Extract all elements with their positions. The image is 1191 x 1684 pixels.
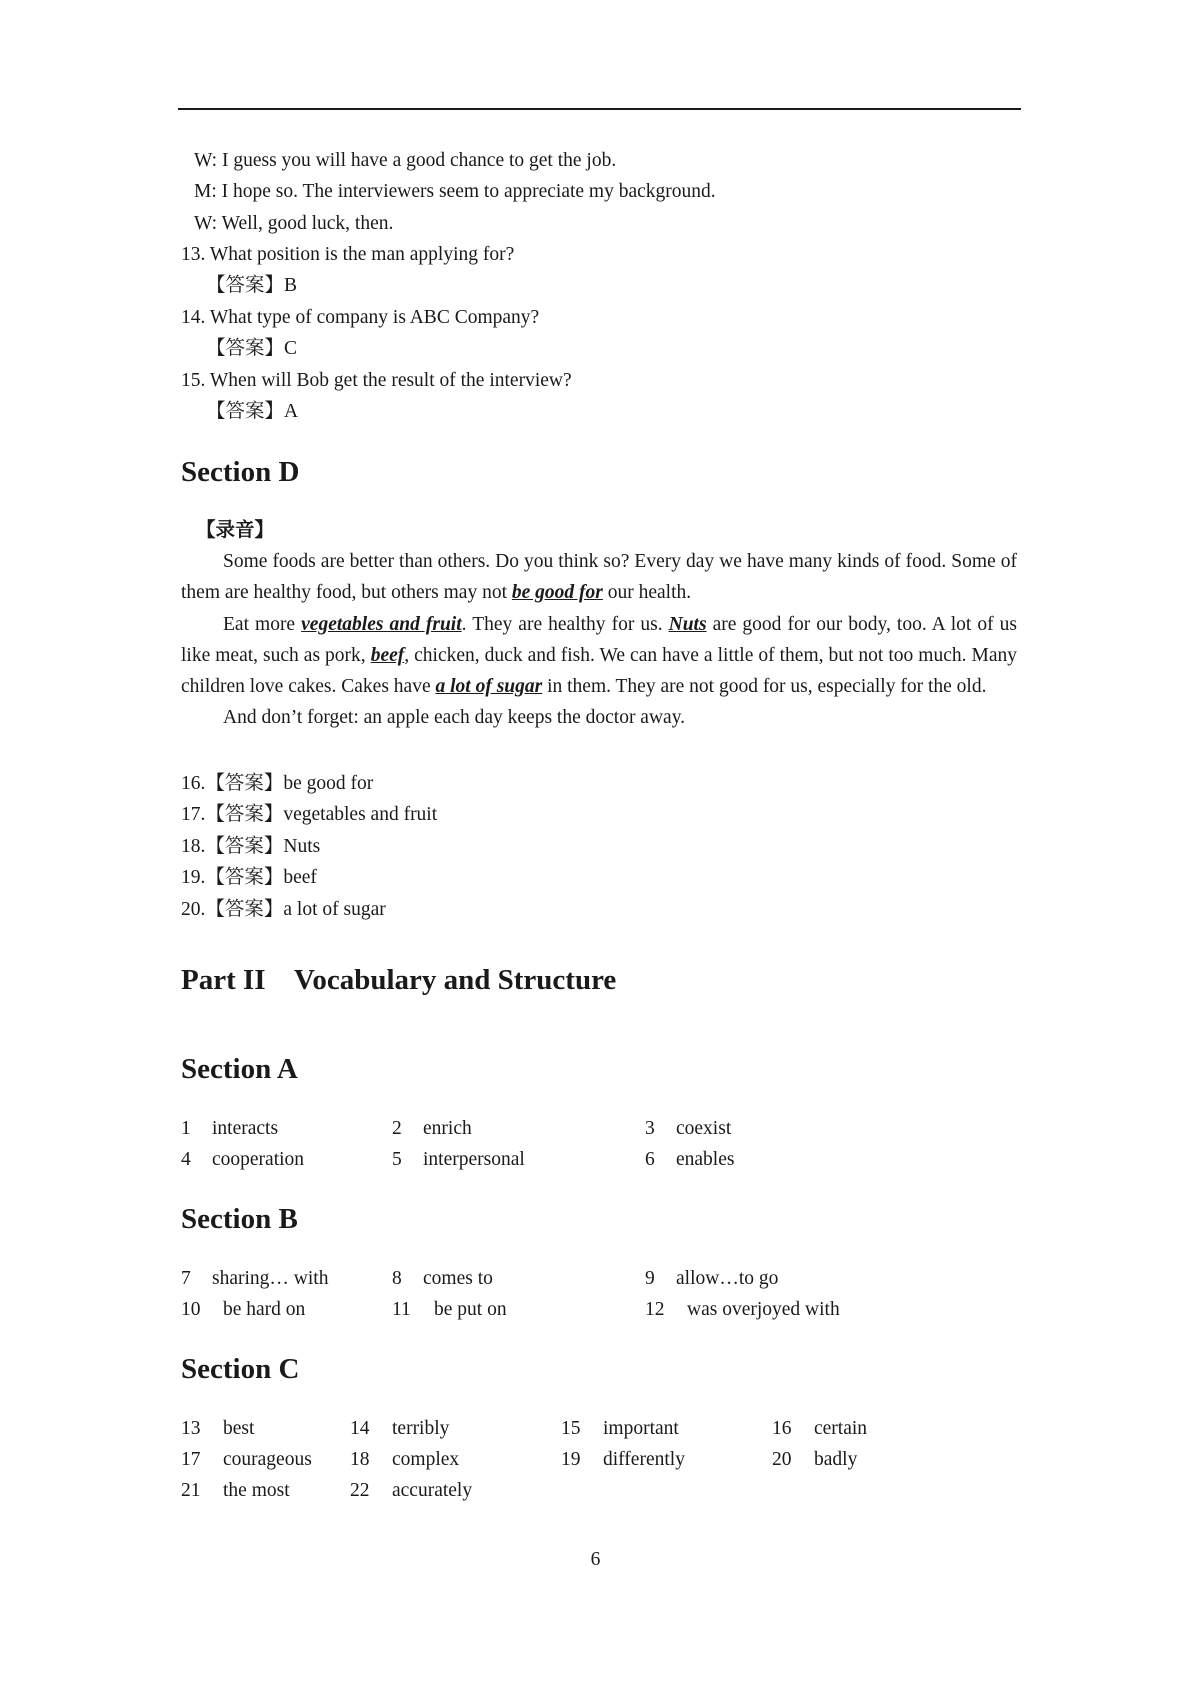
dialogue-line: W: Well, good luck, then. [194, 213, 394, 234]
vocab-item [561, 1450, 685, 1470]
item-number: 11 [392, 1299, 411, 1320]
item-number: 14 [350, 1418, 370, 1439]
answer-18: 18.【答案】Nuts [181, 836, 321, 857]
question-14: 14. What type of company is ABC Company? [181, 307, 540, 328]
item-number: 16 [772, 1418, 792, 1439]
vocab-item [350, 1481, 472, 1501]
answer-13: 【答案】B [206, 275, 298, 296]
passage-paragraph-1 [181, 546, 1017, 609]
item-number: 17 [181, 1449, 201, 1470]
passage-paragraph-3: And don’t forget: an apple each day keeps the doctor away. [223, 707, 686, 729]
vocab-item [181, 1300, 305, 1320]
passage-text: our health. [602, 582, 692, 604]
item-word: best [223, 1418, 255, 1439]
vocab-item [392, 1150, 525, 1170]
item-number: 12 [645, 1299, 665, 1320]
vocab-item [772, 1450, 857, 1470]
vocab-item [645, 1150, 734, 1170]
cloze-blank-19: beef [370, 644, 405, 666]
item-number: 18 [350, 1449, 370, 1470]
item-word: differently [603, 1449, 685, 1470]
cloze-blank-20: a lot of sugar [435, 676, 543, 698]
section-a-heading: Section A [181, 1053, 298, 1085]
vocab-item [392, 1300, 507, 1320]
vocab-item [350, 1419, 449, 1439]
passage-text: . They are healthy for us. [461, 613, 669, 635]
answer-15: 【答案】A [206, 401, 299, 422]
item-word: accurately [392, 1480, 473, 1501]
item-word: important [603, 1418, 679, 1439]
item-word: enables [676, 1149, 735, 1170]
question-13: 13. What position is the man applying for? [181, 244, 515, 265]
item-number: 13 [181, 1418, 201, 1439]
vocab-item [181, 1269, 328, 1289]
vocab-item [181, 1481, 290, 1501]
item-word: sharing… with [212, 1268, 329, 1289]
item-word: enrich [423, 1118, 472, 1139]
item-word: be hard on [223, 1299, 306, 1320]
section-b-heading: Section B [181, 1203, 298, 1235]
passage-text: Some foods are better than others. Do you think so? Every day we have many kinds of food. Some of them are healthy food, but others may not [181, 551, 1017, 604]
passage-text: in them. They are not good for us, especially for the old. [542, 676, 987, 698]
item-number: 20 [772, 1449, 792, 1470]
page-number: 6 [590, 1549, 601, 1570]
answer-17: 17.【答案】vegetables and fruit [181, 804, 438, 825]
item-word: the most [223, 1480, 290, 1501]
vocab-item [645, 1119, 731, 1139]
vocab-item [392, 1269, 493, 1289]
item-number: 21 [181, 1480, 201, 1501]
vocab-item [181, 1150, 304, 1170]
item-word: be put on [434, 1299, 507, 1320]
cloze-blank-16: be good for [511, 582, 603, 604]
item-word: comes to [423, 1268, 493, 1289]
cloze-blank-17: vegetables and fruit [301, 613, 462, 635]
item-number: 5 [392, 1149, 402, 1170]
vocab-item [645, 1269, 778, 1289]
passage-text: , chicken, duck and fish. We can have a little of them, but not too much. Many children love cakes. Cakes have [181, 644, 1017, 698]
vocab-item [561, 1419, 679, 1439]
item-number: 19 [561, 1449, 581, 1470]
item-word: badly [814, 1449, 858, 1470]
item-word: courageous [223, 1449, 312, 1470]
vocab-item [181, 1419, 254, 1439]
header-rule [178, 108, 1021, 110]
item-word: coexist [676, 1118, 732, 1139]
item-number: 2 [392, 1118, 402, 1139]
item-word: interpersonal [423, 1149, 525, 1170]
vocab-item [181, 1119, 278, 1139]
section-c-heading: Section C [181, 1353, 300, 1385]
item-number: 3 [645, 1118, 655, 1139]
dialogue-line: W: I guess you will have a good chance to get the job. [194, 150, 617, 171]
section-d-heading: Section D [181, 456, 300, 488]
item-number: 22 [350, 1480, 370, 1501]
recording-label: 【录音】 [196, 520, 275, 541]
item-word: complex [392, 1449, 460, 1470]
passage-paragraph-2 [181, 609, 1017, 703]
vocab-item [350, 1450, 459, 1470]
dialogue-line: M: I hope so. The interviewers seem to appreciate my background. [194, 181, 716, 202]
vocab-item [181, 1450, 312, 1470]
cloze-blank-18: Nuts [668, 613, 707, 635]
item-number: 8 [392, 1268, 402, 1289]
section-d-passage [181, 546, 1017, 734]
item-number: 6 [645, 1149, 655, 1170]
passage-text: Eat more [223, 613, 302, 635]
item-word: certain [814, 1418, 868, 1439]
vocab-item [772, 1419, 867, 1439]
vocab-item [392, 1119, 472, 1139]
vocab-item [645, 1300, 840, 1320]
item-word: cooperation [212, 1149, 305, 1170]
item-word: terribly [392, 1418, 450, 1439]
item-number: 1 [181, 1118, 191, 1139]
item-number: 10 [181, 1299, 201, 1320]
answer-16: 16.【答案】be good for [181, 773, 374, 794]
item-number: 7 [181, 1268, 191, 1289]
part-2-heading: Part II Vocabulary and Structure [181, 964, 617, 996]
passage-text: are good for our body, too. A lot of us like meat, such as pork, [181, 613, 1017, 666]
item-number: 9 [645, 1268, 655, 1289]
question-15: 15. When will Bob get the result of the interview? [181, 370, 572, 391]
item-word: allow…to go [676, 1268, 779, 1289]
answer-14: 【答案】C [206, 338, 298, 359]
item-word: was overjoyed with [687, 1299, 840, 1320]
item-word: interacts [212, 1118, 279, 1139]
item-number: 4 [181, 1149, 191, 1170]
answer-20: 20.【答案】a lot of sugar [181, 899, 386, 920]
answer-19: 19.【答案】beef [181, 867, 317, 888]
item-number: 15 [561, 1418, 581, 1439]
